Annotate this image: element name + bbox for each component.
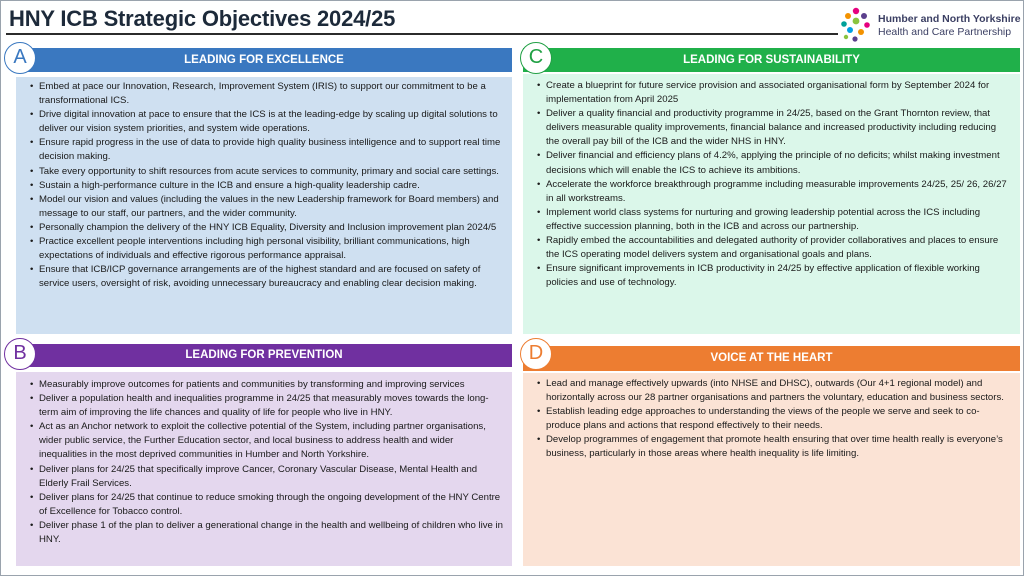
panel-d-title: VOICE AT THE HEART <box>523 346 1020 371</box>
badge-b: B <box>4 338 36 370</box>
partnership-logo-icon <box>838 6 874 44</box>
bullet-item: • Accelerate the workforce breakthrough programme including measurable improvements 24/25, 25/ 26, 26/27 in all workstreams. <box>537 178 1012 206</box>
bullet-item: • Practice excellent people interventions including high personal visibility, brilliant communications, high expectations of individuals and effective rigorous performance appraisal. <box>30 235 504 263</box>
bullet-item: • Ensure rapid progress in the use of data to provide high quality business intelligence and to support real time decision making. <box>30 136 504 164</box>
page-title: HNY ICB Strategic Objectives 2024/25 <box>9 6 396 31</box>
badge-d: D <box>520 338 552 370</box>
bullet-item: • Develop programmes of engagement that promote health ensuring that over time health really is everyone’s business, particularly in those areas where health inequality is life limiting. <box>537 433 1012 461</box>
bullet-item: • Create a blueprint for future service provision and associated organisational form by September 2024 for implementation from April 2025 <box>537 79 1012 107</box>
logo-name-line1: Humber and North Yorkshire <box>878 13 1021 25</box>
bullet-item: • Ensure significant improvements in ICB productivity in 24/25 by effective application of flexible working policies and use of technology. <box>537 262 1012 290</box>
bullet-item: • Deliver phase 1 of the plan to deliver a generational change in the health and wellbeing of children who live in HNY. <box>30 519 504 547</box>
badge-a: A <box>4 42 36 74</box>
bullet-item: • Model our vision and values (including the values in the new Leadership framework for Board members) and message to our staff, our partners, and the wider community. <box>30 193 504 221</box>
bullet-item: • Embed at pace our Innovation, Research, Improvement System (IRIS) to support our commitment to be a transformational ICS. <box>30 80 504 108</box>
bullet-item: • Personally champion the delivery of the HNY ICB Equality, Diversity and Inclusion improvement plan 2024/5 <box>30 221 504 235</box>
bullet-item: • Sustain a high-performance culture in the ICB and ensure a high-quality leadership cadre. <box>30 179 504 193</box>
bullet-item: • Measurably improve outcomes for patients and communities by transforming and improving services <box>30 378 504 392</box>
bullet-item: • Take every opportunity to shift resources from acute services to community, primary and social care settings. <box>30 165 504 179</box>
bullet-item: • Rapidly embed the accountabilities and delegated authority of provider collaboratives and places to ensure the ICS operating model delivers system and organisational goals and plans. <box>537 234 1012 262</box>
partnership-logo <box>838 6 1021 44</box>
bullet-item: • Lead and manage effectively upwards (into NHSE and DHSC), outwards (Our 4+1 regional model) and horizontally across our 28 partner organisations and partners the voluntary, education and business sectors. <box>537 377 1012 405</box>
bullet-item: • Deliver plans for 24/25 that continue to reduce smoking through the ongoing development of the HNY Centre of Excellence for Tobacco control. <box>30 491 504 519</box>
panel-b-body <box>16 372 512 566</box>
panel-voice-at-the-heart <box>523 344 1020 566</box>
bullet-item: • Act as an Anchor network to exploit the collective potential of the System, including partner organisations, wider public service, the Further Education sector, and local business to address health and wider inequalities in the most deprived communities in Humber and North Yorkshire. <box>30 420 504 462</box>
bullet-item: • Deliver plans for 24/25 that specifically improve Cancer, Coronary Vascular Disease, Mental Health and Elderly Frail Services. <box>30 463 504 491</box>
bullet-item: • Drive digital innovation at pace to ensure that the ICS is at the leading-edge by scaling up digital solutions to deliver our vision system priorities, and system wide operations. <box>30 108 504 136</box>
badge-c: C <box>520 42 552 74</box>
bullet-item: • Establish leading edge approaches to understanding the views of the people we serve and seek to co-produce plans and actions that respond effectively to their needs. <box>537 405 1012 433</box>
panel-d-body <box>523 373 1020 566</box>
panel-a-body <box>16 77 512 334</box>
bullet-item: • Ensure that ICB/ICP governance arrangements are of the highest standard and are focused on safety of service users, oversight of risk, avoiding unnecessary bureaucracy and enabling clear decision making. <box>30 263 504 291</box>
panel-a-title: LEADING FOR EXCELLENCE <box>16 48 512 72</box>
logo-name-line2: Health and Care Partnership <box>878 26 1012 38</box>
bullet-item: • Deliver a quality financial and productivity programme in 24/25, based on the Grant Thornton review, that delivers measurable quality improvements, financial balance and increased productivity including reducing the overall pay bill of the ICB and the wider NHS in HNY. <box>537 107 1012 149</box>
panel-c-title: LEADING FOR SUSTAINABILITY <box>523 48 1020 72</box>
panel-leading-for-sustainability <box>523 48 1020 334</box>
panel-c-body <box>523 74 1020 334</box>
title-divider <box>6 33 838 35</box>
panel-b-title: LEADING FOR PREVENTION <box>16 344 512 367</box>
bullet-item: • Deliver financial and efficiency plans of 4.2%, applying the principle of no deficits; whilst making investment decisions which will enable the ICS to achieve its ambitions. <box>537 149 1012 177</box>
bullet-item: • Deliver a population health and inequalities programme in 24/25 that measurably moves towards the long-term aim of improving the life chances and quality of life for people who live in HNY. <box>30 392 504 420</box>
panel-leading-for-excellence <box>16 48 512 334</box>
panel-leading-for-prevention <box>16 344 512 566</box>
bullet-item: • Implement world class systems for nurturing and growing leadership potential across the ICS including effective succession planning, both in the ICB and across our partnership. <box>537 206 1012 234</box>
